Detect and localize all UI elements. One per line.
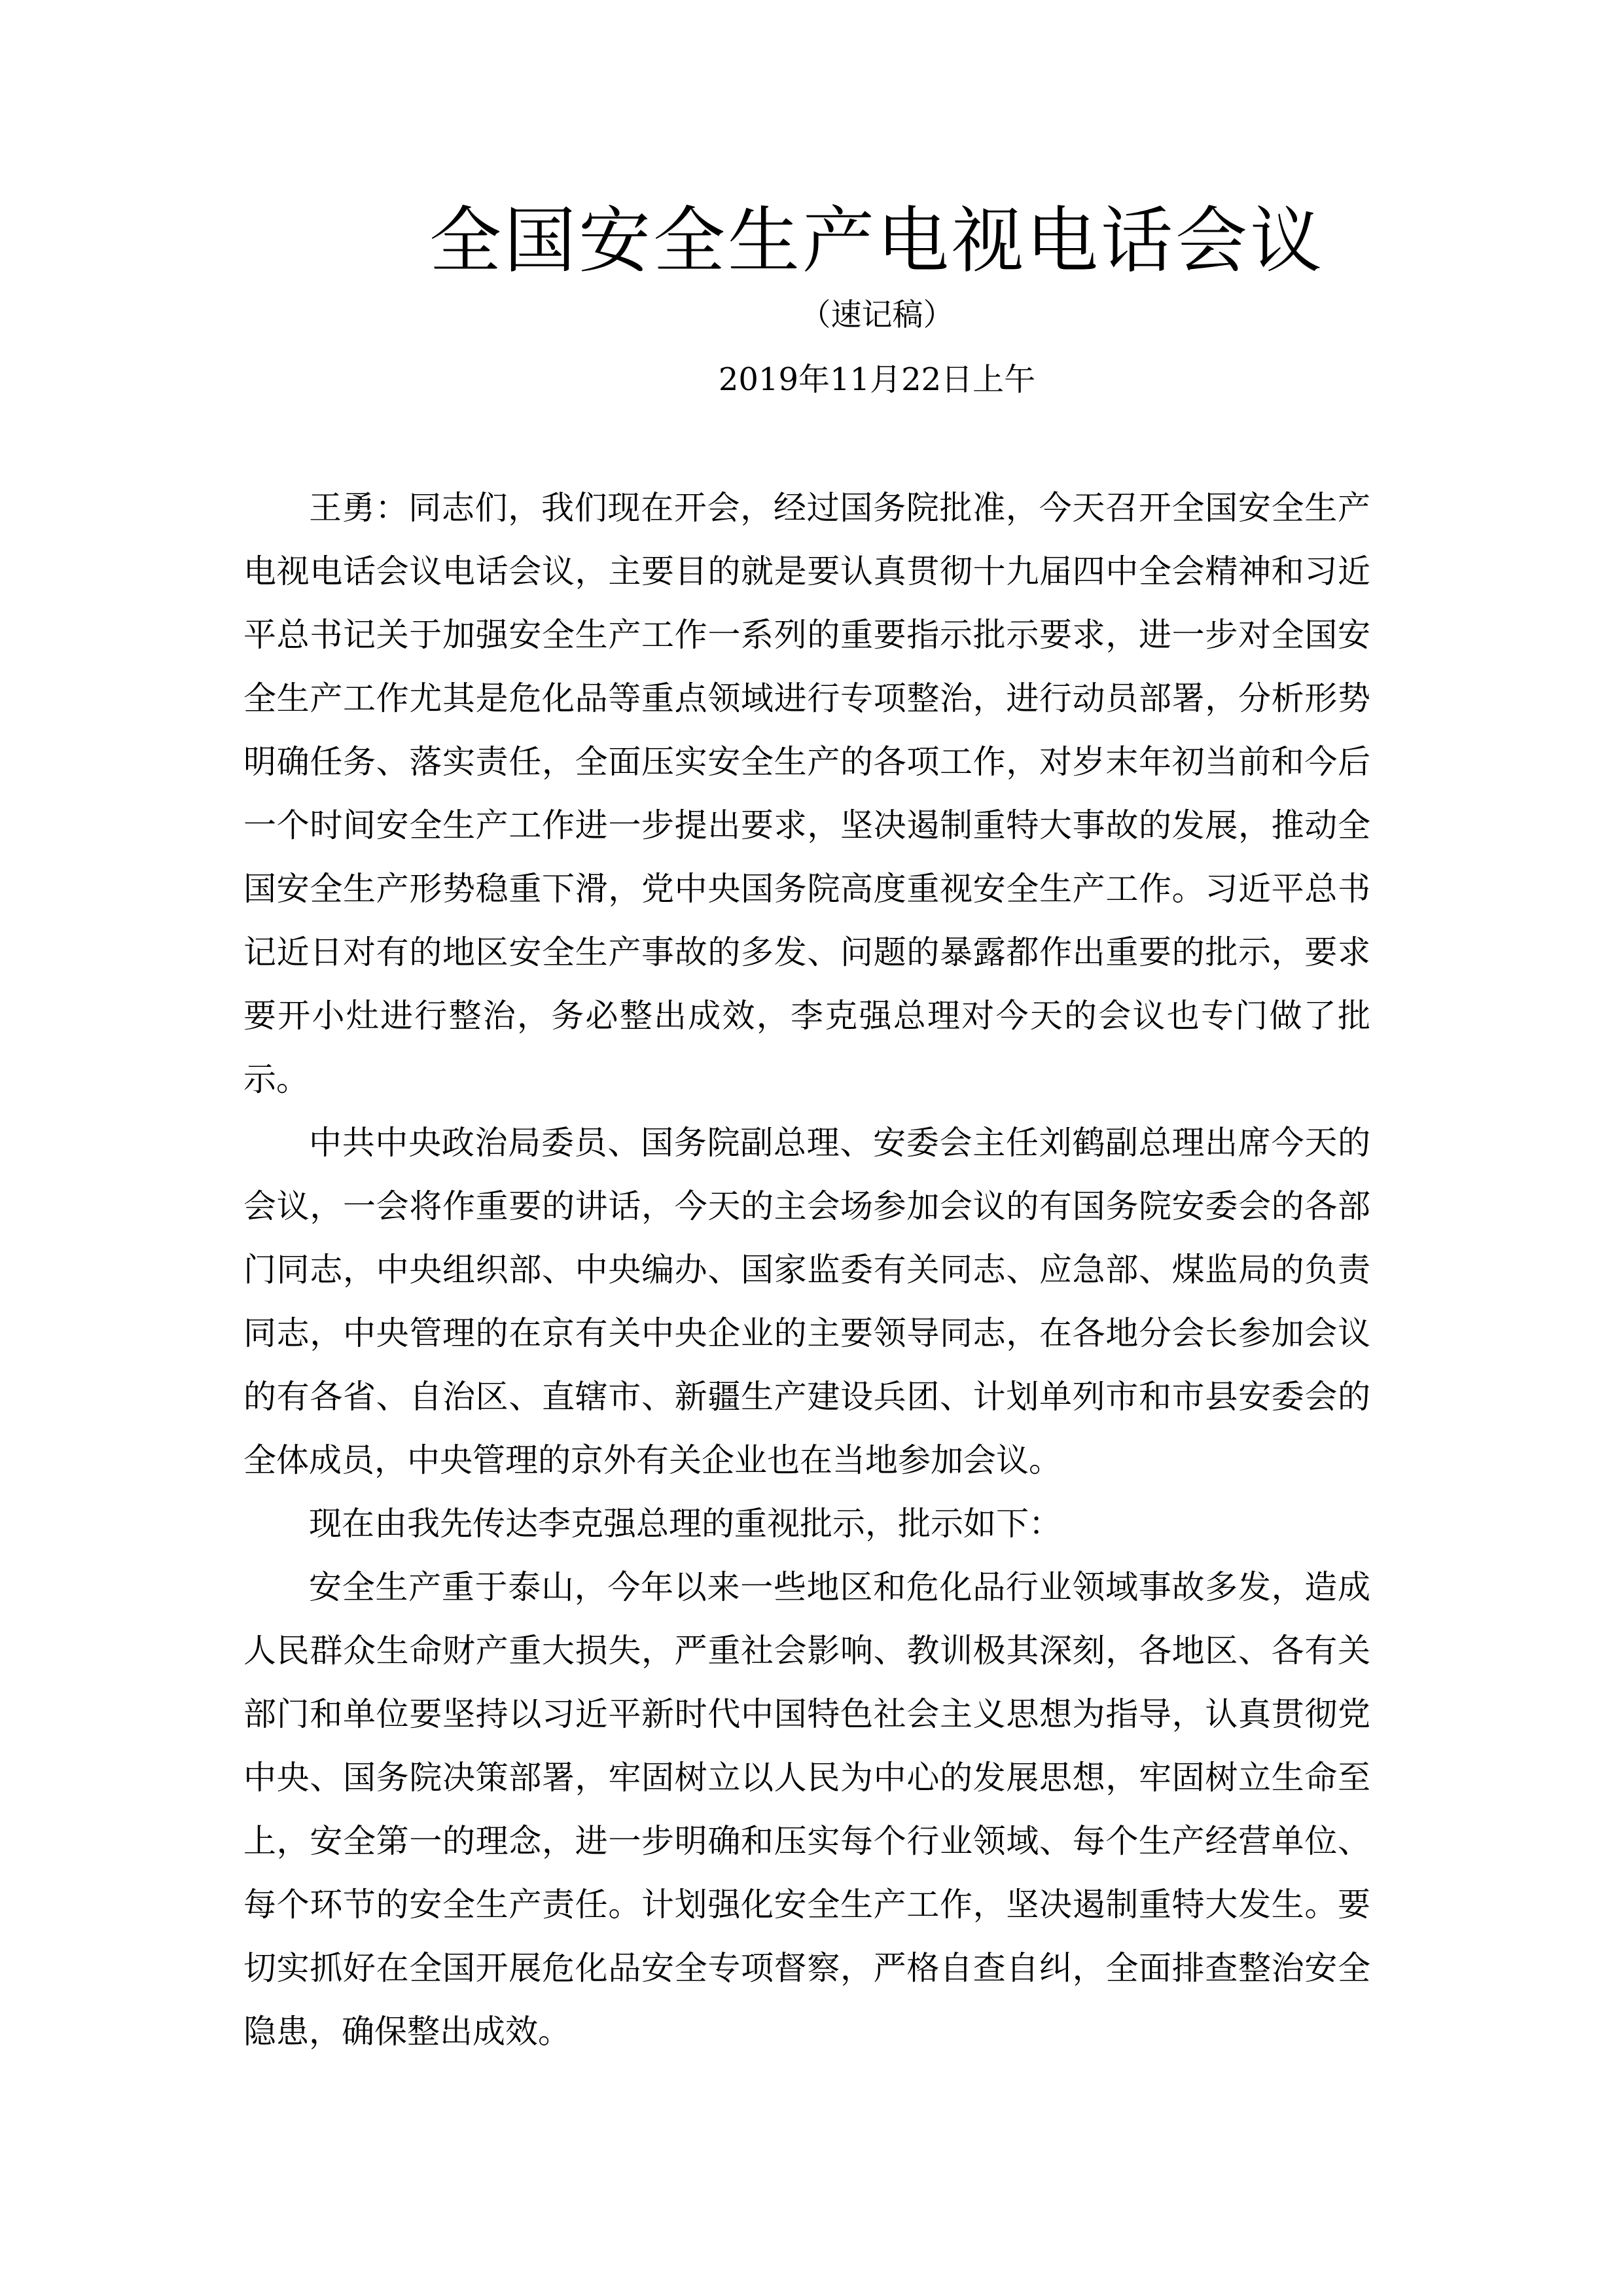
document-date: 2019年11月22日上午: [718, 361, 1036, 398]
paragraph-attendees: 中共中央政治局委员、国务院副总理、安委会主任刘鹤副总理出席今天的会议，一会将作重要的讲话，今天的主会场参加会议的有国务院安委会的各部门同志，中央组织部、中央编办、国家监委有关同志、应急部、煤监局的负责同志，中央管理的在京有关中央企业的主要领导同志，在各地分会长参加会议的有各省、自治区、直辖市、新疆生产建设兵团、计划单列市和市县安委会的全体成员，中央管理的京外有关企业也在当地参加会议。: [243, 1124, 1370, 1479]
paragraph-instruction-content: 安全生产重于泰山，今年以来一些地区和危化品行业领域事故多发，造成人民群众生命财产重大损失，严重社会影响、教训极其深刻，各地区、各有关部门和单位要坚持以习近平新时代中国特色社会主义思想为指导，认真贯彻党中央、国务院决策部署，牢固树立以人民为中心的发展思想，牢固树立生命至上，安全第一的理念，进一步明确和压实每个行业领域、每个生产经营单位、每个环节的安全生产责任。计划强化安全生产工作，坚决遏制重特大发生。要切实抓好在全国开展危化品安全专项督察，严格自查自纠，全面排查整治安全隐患，确保整出成效。: [243, 1568, 1370, 2051]
paragraph-instruction-intro: 现在由我先传达李克强总理的重视批示，批示如下：: [309, 1505, 1061, 1543]
paragraph-opening-remarks: 王勇：同志们，我们现在开会，经过国务院批准，今天召开全国安全生产电视电话会议电话会议，主要目的就是要认真贯彻十九届四中全会精神和习近平总书记关于加强安全生产工作一系列的重要指示批示要求，进一步对全国安全生产工作尤其是危化品等重点领域进行专项整治，进行动员部署，分析形势明确任务、落实责任，全面压实安全生产的各项工作，对岁末年初当前和今后一个时间安全生产工作进一步提出要求，坚决遏制重特大事故的发展，推动全国安全生产形势稳重下滑，党中央国务院高度重视安全生产工作。习近平总书记近日对有的地区安全生产事故的多发、问题的暴露都作出重要的批示，要求要开小灶进行整治，务必整出成效，李克强总理对今天的会议也专门做了批示。: [243, 489, 1370, 1098]
document-title: 全国安全生产电视电话会议: [429, 199, 1325, 283]
document-body: [243, 476, 1370, 2064]
document-subtitle: （速记稿）: [800, 297, 954, 333]
